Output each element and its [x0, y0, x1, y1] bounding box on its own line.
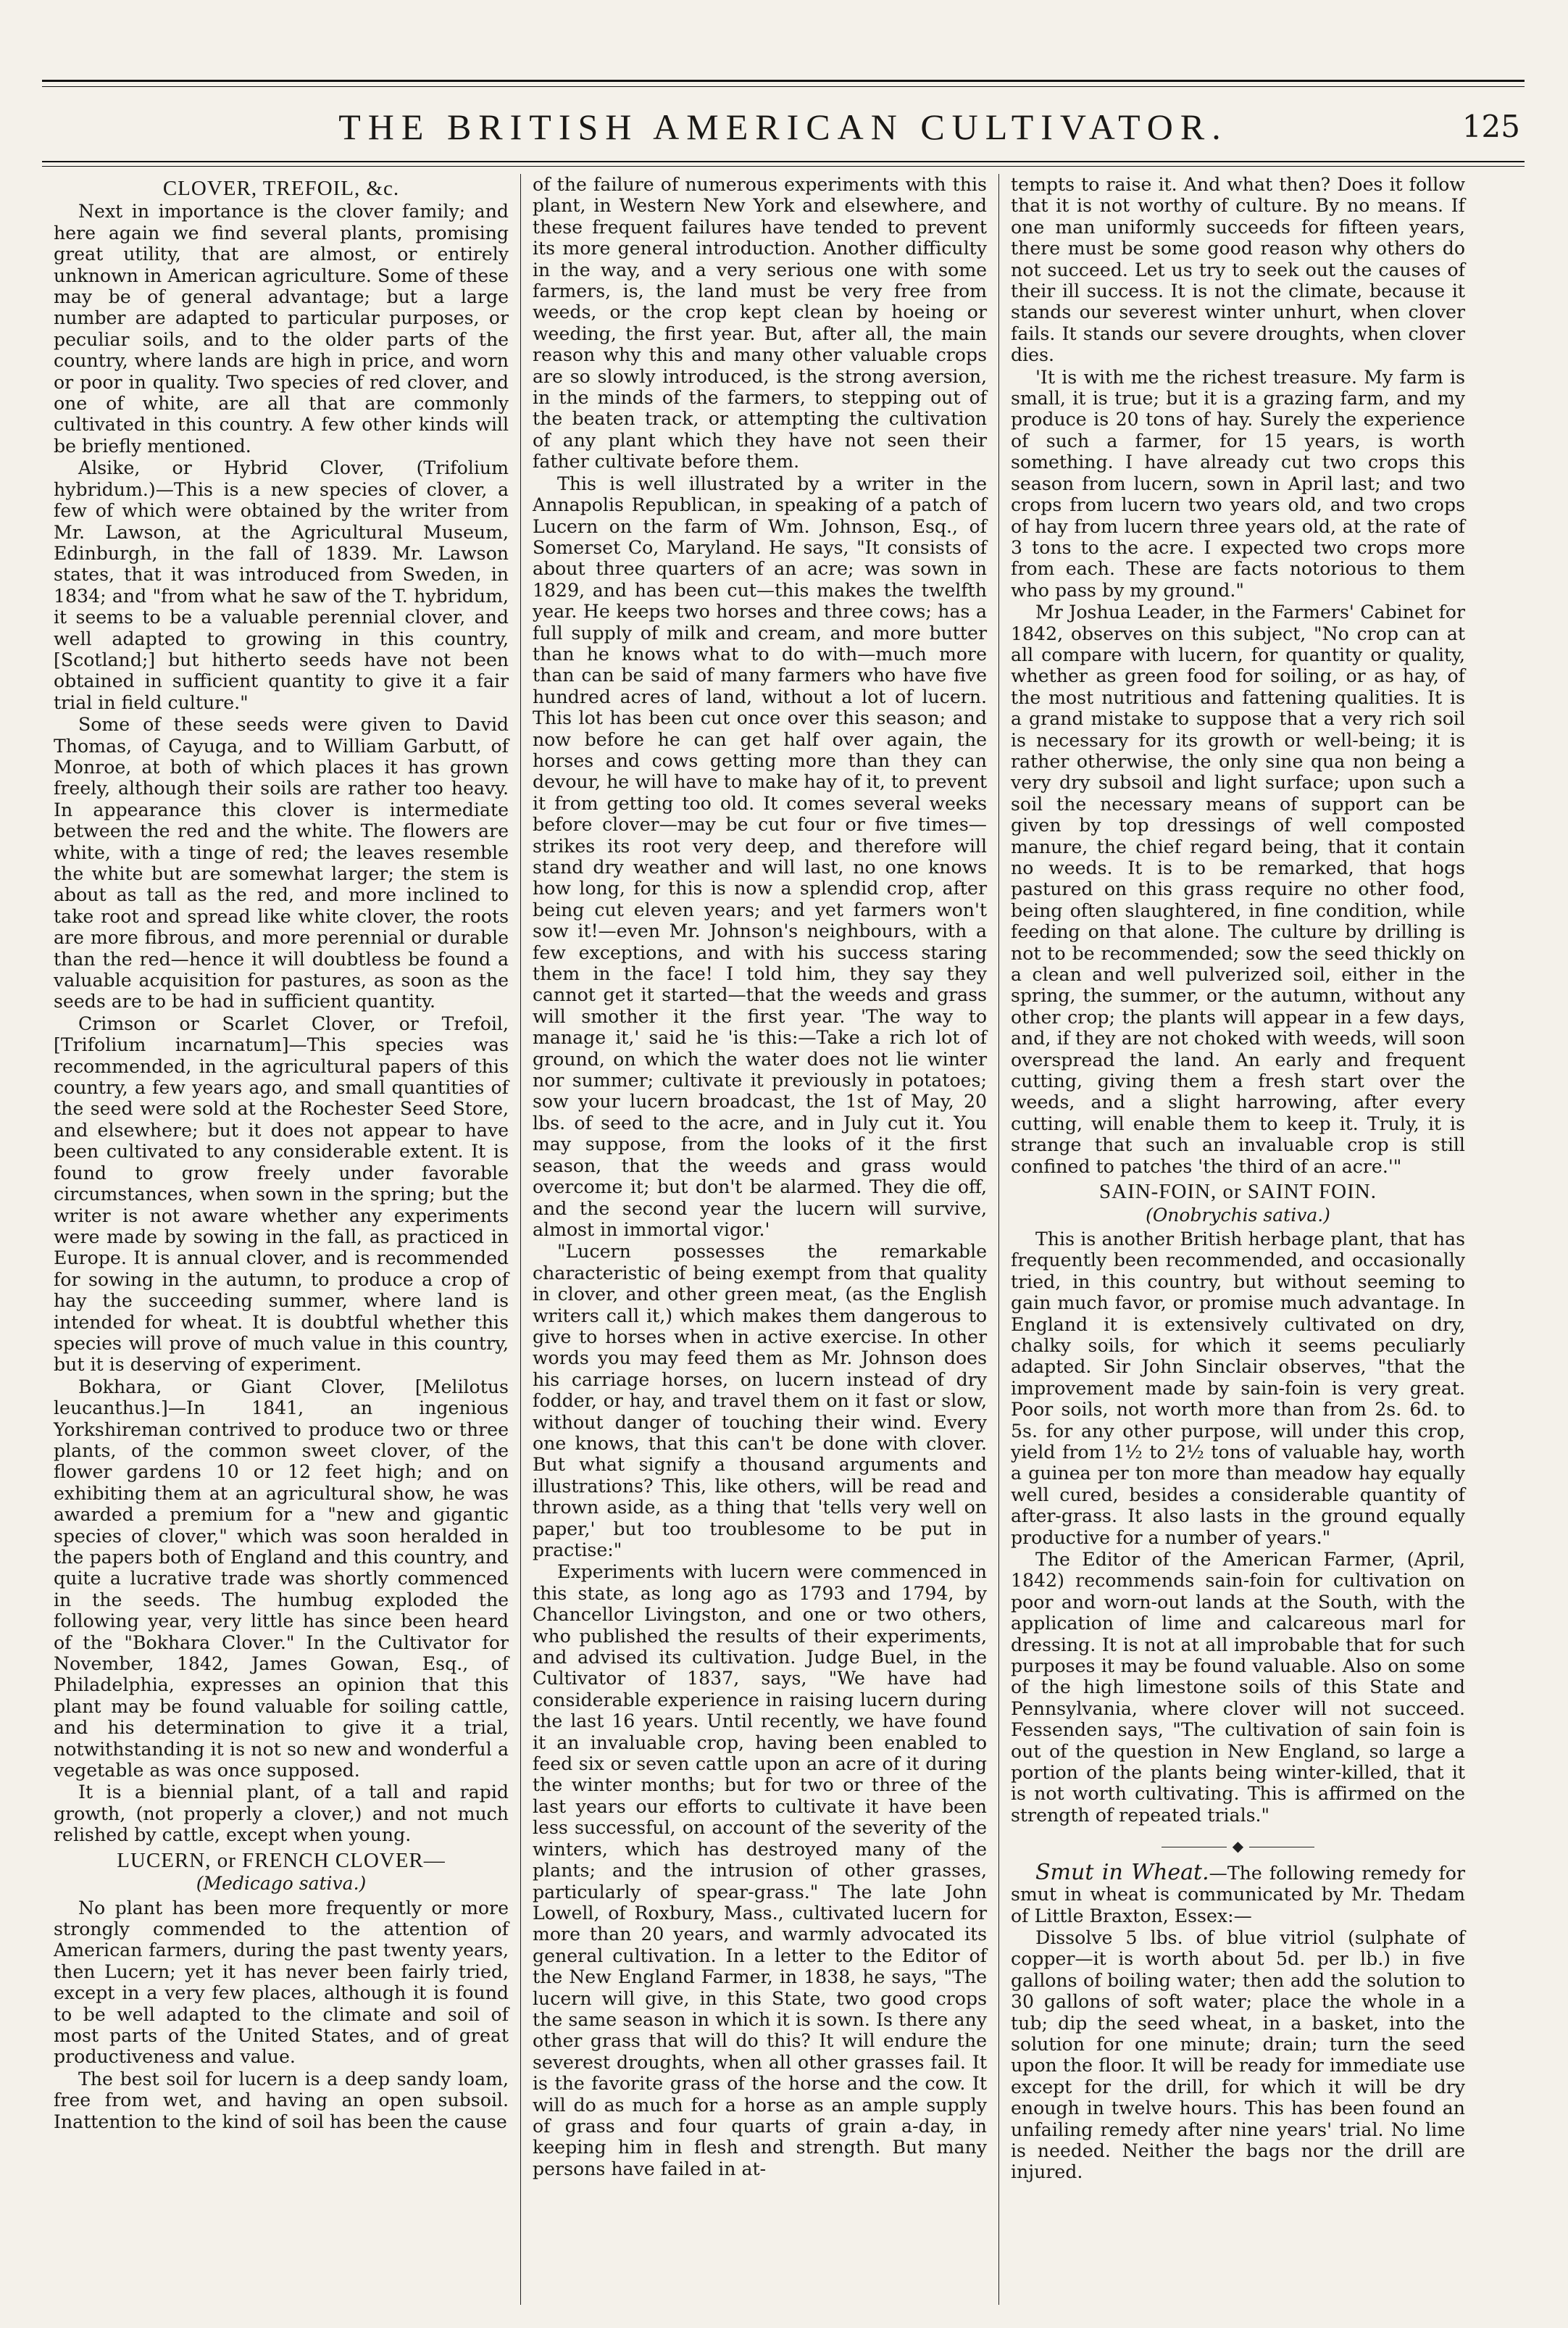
clover-heading: CLOVER, TREFOIL, &c.: [162, 177, 400, 200]
paragraph: No plant has been more frequently or more strongly commended to the attention of American farmers, during the past twenty years, then Lucern; yet it has never been fairly tried, except in a very few places, although it is found to be well adapted to the climate and soil of most parts of the United States, and of great productiveness and value.: [54, 1897, 509, 2068]
top-rule: [42, 80, 1525, 87]
smut-intro: —The following remedy for smut in wheat is communicated by Mr. Thedam of Little Braxton, Essex:—: [1011, 1862, 1465, 1926]
columns: [42, 174, 1525, 2305]
paragraph: This is well illustrated by a writer in the Annapolis Republican, in speaking of a patch of Lucern on the farm of Wm. Johnson, Esq., of Somerset Co, Maryland. He says, "It consists of about three quarters of an acre; was sown in 1829, and has been cut—this makes the twelfth year. He keeps two horses and three cows; has a full supply of milk and cream, and more butter than he knows what to do with—much more than can be said of many farmers who have five hundred acres of land, without a lot of lucern. This lot has been cut once over this season; and now before he can get half over again, the horses and cows getting more than they can devour, he will have to make hay of it, to prevent it from getting too old. It comes several weeks before clover—may be cut four or five times—strikes its root very deep, and therefore will stand dry weather and will last, no one knows how long, for this is now a splendid crop, after being cut eleven years; and yet farmers won't sow it!—even Mr. Johnson's neighbours, with a few exceptions, and with his success staring them in the face! I told him, they say they cannot get it started—that the weeds and grass will smother it the first year. 'The way to manage it,' said he 'is this:—Take a rich lot of ground, on which the water does not lie winter nor summer; cultivate it previously in potatoes; sow your lucern broadcast, the 1st of May, 20 lbs. of seed to the acre, and in July cut it. You may suppose, from the looks of it the first season, that the weeds and grass would overcome it; but don't be alarmed. They die off, and the second year the lucern will survive, almost in immortal vigor.': [533, 473, 987, 1240]
paragraph: Crimson or Scarlet Clover, or Trefoil, [Trifolium incarnatum]—This species was recommended, in the agricultural papers of this country, a few years ago, and small quantities of the seed were sold at the Rochester Seed Store, and elsewhere; but it does not appear to have been cultivated to any considerable extent. It is found to grow freely under favorable circumstances, when sown in the spring; but the writer is not aware whether any experiments were made by sowing in the fall, as practiced in Europe. It is annual clover, and is recommended for sowing in the autumn, to produce a crop of hay the succeeding summer, where land is intended for wheat. It is doubtful whether this species will prove of much value in this country, but it is deserving of experiment.: [54, 1013, 509, 1376]
column-2: [520, 174, 998, 2305]
paragraph: 'It is with me the richest treasure. My farm is small, it is true; but it is a grazing farm, and my produce is 20 tons of hay. Surely the experience of such a farmer, for 15 years, is worth something. I have already cut two crops this season from lucern, sown in April last; and two crops from lucern two years old, and two crops of hay from lucern three years old, at the rate of 3 tons to the acre. I expected two crops more from each. These are facts notorious to them who pass by my ground.": [1011, 366, 1465, 601]
paragraph: Next in importance is the clover family; and here again we find several plants, promising great utility, that are almost, or entirely unknown in American agriculture. Some of these may be of general advantage; but a large number are adapted to particular purposes, or peculiar soils, and to the older parts of the country, where lands are high in price, and worn or poor in quality. Two species of red clover, and one of white, are all that are commonly cultivated in this country. A few other kinds will be briefly mentioned.: [54, 201, 509, 457]
section-divider: ◆: [1011, 1836, 1465, 1857]
column-3: [998, 174, 1477, 2305]
paragraph: It is a biennial plant, of a tall and rapid growth, (not properly a clover,) and not much relished by cattle, except when young.: [54, 1782, 509, 1846]
sainfoin-subtitle: (Onobrychis sativa.): [1146, 1204, 1330, 1226]
lucern-subtitle: (Medicago sativa.): [196, 1873, 367, 1895]
header-rule: [42, 161, 1525, 167]
paragraph: "Lucern possesses the remarkable characteristic of being exempt from that quality in clover, and other green meat, (as the English writers call it,) which makes them dangerous to give to horses when in active exercise. In other words you may feed them as Mr. Johnson does his carriage horses, on lucern instead of dry fodder, or hay, and travel them on it fast or slow, without danger of touching their wind. Every one knows, that this can't be done with clover. But what signify a thousand arguments and illustrations? This, like others, will be read and thrown aside, as a thing that 'tells very well on paper,' but too troublesome to be put in practise:": [533, 1241, 987, 1560]
smut-heading: Smut in Wheat.: [1035, 1859, 1209, 1885]
lucern-heading: LUCERN, or FRENCH CLOVER—: [117, 1848, 446, 1872]
smut-paragraph: [1011, 1859, 1465, 1926]
paragraph: This is another British herbage plant, that has frequently been recommended, and occasionally tried, in this country, but without seeming to gain much favor, or promise much advantage. In England it is extensively cultivated on dry, chalky soils, for which it seems peculiarly adapted. Sir John Sinclair observes, "that the improvement made by sain-foin is very great. Poor soils, not worth more than from 2s. 6d. to 5s. for any other purpose, will under this crop, yield from 1½ to 2½ tons of valuable hay, worth a guinea per ton more than meadow hay equally well cured, besides a considerable quantity of after-grass. It also lasts in the ground equally productive for a number of years.": [1011, 1228, 1465, 1548]
sainfoin-heading: SAIN-FOIN, or SAINT FOIN.: [1099, 1180, 1377, 1204]
paragraph: The best soil for lucern is a deep sandy loam, free from wet, and having an open subsoil. Inattention to the kind of soil has been the cause: [54, 2068, 509, 2132]
paragraph: Experiments with lucern were commenced in this state, as long ago as 1793 and 1794, by Chancellor Livingston, and one or two others, who published the results of their experiments, and advised its cultivation. Judge Buel, in the Cultivator of 1837, says, "We have had considerable experience in raising lucern during the last 16 years. Until recently, we have found it an invaluable crop, having been enabled to feed six or seven cattle upon an acre of it during the winter months; but for two or three of the last years our efforts to cultivate it have been less successful, on account of the severity of the winters, which has destroyed many of the plants; and the intrusion of other grasses, particularly of spear-grass." The late John Lowell, of Roxbury, Mass., cultivated lucern for more than 20 years, and warmly advocated its general cultivation. In a letter to the Editor of the New England Farmer, in 1838, he says, "The lucern will give, in this State, two good crops the same season in which it is sown. Is there any other grass that will do this? It will endure the severest droughts, when all other grasses fail. It is the favorite grass of the horse and the cow. It will do as much for a horse as an ample supply of grass and four quarts of grain a-day, in keeping him in flesh and strength. But many persons have failed in at-: [533, 1561, 987, 2179]
running-title: THE BRITISH AMERICAN CULTIVATOR.: [338, 107, 1228, 147]
paragraph: The Editor of the American Farmer, (April, 1842) recommends sain-foin for cultivation on poor and worn-out lands at the South, with the application of lime and calcareous marl for dressing. It is not at all improbable that for such purposes it may be found valuable. Also on some of the high limestone soils of this State and Pennsylvania, where clover will not succeed. Fessenden says, "The cultivation of sain foin is out of the question in New England, so large a portion of the plants being winter-killed, that it is not worth cultivating. This is affirmed on the strength of repeated trials.": [1011, 1549, 1465, 1826]
paragraph: Bokhara, or Giant Clover, [Melilotus leucanthus.]—In 1841, an ingenious Yorkshireman contrived to produce two or three plants, of the common sweet clover, of the flower gardens 10 or 12 feet high; and on exhibiting them at an agricultural show, he was awarded a premium for a "new and gigantic species of clover," which was soon heralded in the papers both of England and this country, and quite a lucrative trade was shortly commenced in the seeds. The humbug exploded the following year, very little has since been heard of the "Bokhara Clover." In the Cultivator for November, 1842, James Gowan, Esq., of Philadelphia, expresses an opinion that this plant may be found valuable for soiling cattle, and his determination to give it a trial, notwithstanding it is not so new and wonderful a vegetable as was once supposed.: [54, 1376, 509, 1782]
paragraph: Some of these seeds were given to David Thomas, of Cayuga, and to William Garbutt, of Monroe, at both of which places it has grown freely, although their soils are rather too heavy. In appearance this clover is intermediate between the red and the white. The flowers are white, with a tinge of red; the leaves resemble the white but are somewhat larger; the stem is about as tall as the red, and more inclined to take root and spread like white clover, the roots are more fibrous, and more perennial or durable than the red—hence it will doubtless be found a valuable acquisition for pastures, as soon as the seeds are to be had in sufficient quantity.: [54, 714, 509, 1013]
paragraph: tempts to raise it. And what then? Does it follow that it is not worthy of culture. By no means. If one man uniformly succeeds for fifteen years, there must be some good reason why others do not succeed. Let us try to seek out the causes of their ill success. It is not the climate, because it stands our severest winter unhurt, when clover fails. It stands our severe droughts, when clover dies.: [1011, 174, 1465, 366]
paragraph: Dissolve 5 lbs. of blue vitriol (sulphate of copper—it is worth about 5d. per lb.) in five gallons of boiling water; then add the solution to 30 gallons of soft water; place the whole in a tub; dip the seed wheat, in a basket, into the solution for one minute; drain; turn the seed upon the floor. It will be ready for immediate use except for the drill, for which it will be dry enough in twelve hours. This has been found an unfailing remedy after nine years' trial. No lime is needed. Neither the bags nor the drill are injured.: [1011, 1926, 1465, 2183]
paragraph: of the failure of numerous experiments with this plant, in Western New York and elsewhere, and these frequent failures have tended to prevent its more general introduction. Another difficulty in the way, and a very serious one with some farmers, is, the land must be very free from weeds, or the crop kept clean by hoeing or weeding, the first year. But, after all, the main reason why this and many other valuable crops are so slowly introduced, is the strong aversion, in the minds of the farmers, to stepping out of the beaten track, or attempting the cultivation of any plant which they have not seen their father cultivate before them.: [533, 174, 987, 473]
newspaper-page: [42, 80, 1525, 2305]
paragraph: Mr Joshua Leader, in the Farmers' Cabinet for 1842, observes on this subject, "No crop can at all compare with lucern, for quantity or quality, whether as green food for soiling, or as hay, of the most nutritious and fattening qualities. It is a grand mistake to suppose that a very rich soil is necessary for its growth or well-being; it is rather otherwise, the only sine qua non being a very dry subsoil and light surface; upon such a soil the necessary means of support can be given by top dressings of well composted manure, the chief regard being, that it contain no weeds. It is to be remarked, that hogs pastured on this grass require no other food, being often slaughtered, in fine condition, while feeding on that alone. The culture by drilling is not to be recommended; sow the seed thickly on a clean and well pulverized soil, either in the spring, the summer, or the autumn, without any other crop; the plants will appear in a few days, and, if they are not choked with weeds, will soon overspread the land. An early and frequent cutting, giving them a fresh start over the weeds, and a slight harrowing, after every cutting, will enable them to keep it. Truly, it is strange that such an invaluable crop is still confined to patches 'the third of an acre.'": [1011, 602, 1465, 1177]
paragraph: Alsike, or Hybrid Clover, (Trifolium hybridum.)—This is a new species of clover, a few of which were obtained by the writer from Mr. Lawson, at the Agricultural Museum, Edinburgh, in the fall of 1839. Mr. Lawson states, that it was introduced from Sweden, in 1834; and "from what he saw of the T. hybridum, it seems to be a valuable perennial clover, and well adapted to growing in this country, [Scotland;] but hitherto seeds have not been obtained in sufficient quantity to give it a fair trial in field culture.": [54, 457, 509, 713]
column-1: [42, 174, 520, 2305]
page-number: 125: [1461, 109, 1520, 144]
masthead: [42, 106, 1525, 158]
